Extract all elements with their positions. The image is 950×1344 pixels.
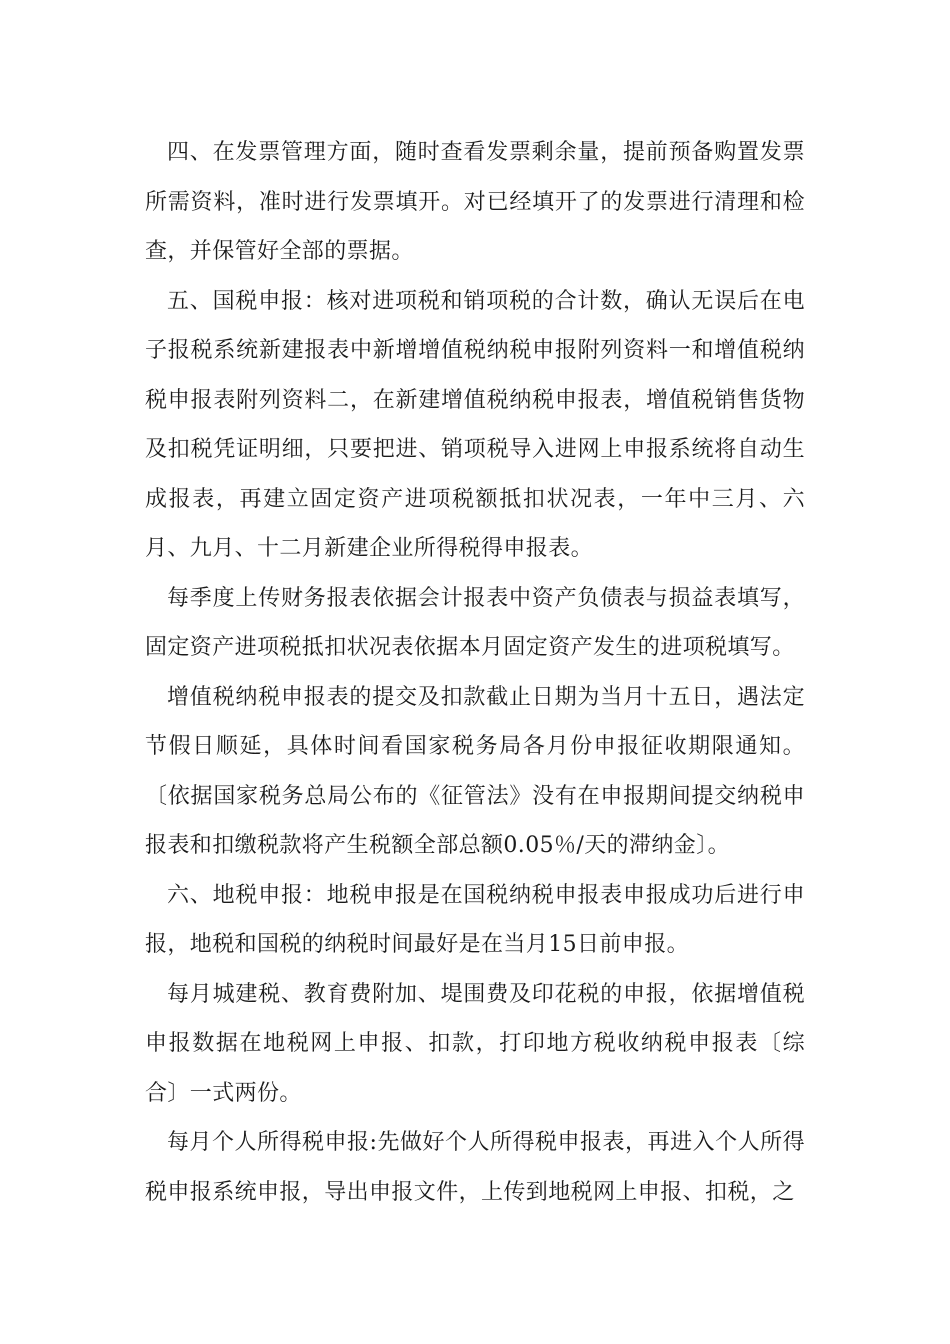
paragraph-monthly-surcharges: 每月城建税、教育费附加、堤围费及印花税的申报，依据增值税申报数据在地税网上申报、扣款，打印地方税收纳税申报表〔综合〕一式两份。: [145, 981, 805, 1106]
paragraph-vat-deadline: 增值税纳税申报表的提交及扣款截止日期为当月十五日，遇法定节假日顺延，具体时间看国家税务局各月份申报征收期限通知。〔依据国家税务总局公布的《征管法》没有在申报期间提交纳税申报表和扣缴税款将产生税额全部总额0.05％/天的滞纳金〕。: [145, 684, 805, 858]
paragraph-invoice-management: 四、在发票管理方面，随时查看发票剩余量，提前预备购置发票所需资料，准时进行发票填开。对已经填开了的发票进行清理和检查，并保管好全部的票据。: [145, 140, 805, 264]
paragraph-local-tax-filing: 六、地税申报：地税申报是在国税纳税申报表申报成功后进行申报，地税和国税的纳税时间最好是在当月15日前申报。: [145, 882, 805, 957]
paragraph-personal-income-tax: 每月个人所得税申报:先做好个人所得税申报表，再进入个人所得税申报系统申报，导出申报文件，上传到地税网上申报、扣税，之: [145, 1130, 805, 1205]
paragraph-quarterly-financial-statements: 每季度上传财务报表依据会计报表中资产负债表与损益表填写，固定资产进项税抵扣状况表依据本月固定资产发生的进项税填写。: [145, 585, 805, 660]
paragraph-national-tax-filing: 五、国税申报：核对进项税和销项税的合计数，确认无误后在电子报税系统新建报表中新增增值税纳税申报附列资料一和增值税纳税申报表附列资料二，在新建增值税纳税申报表，增值税销售货物及扣税凭证明细，只要把进、销项税导入进网上申报系统将自动生成报表，再建立固定资产进项税额抵扣状况表，一年中三月、六月、九月、十二月新建企业所得税得申报表。: [145, 288, 805, 561]
document-body: [145, 128, 805, 1217]
